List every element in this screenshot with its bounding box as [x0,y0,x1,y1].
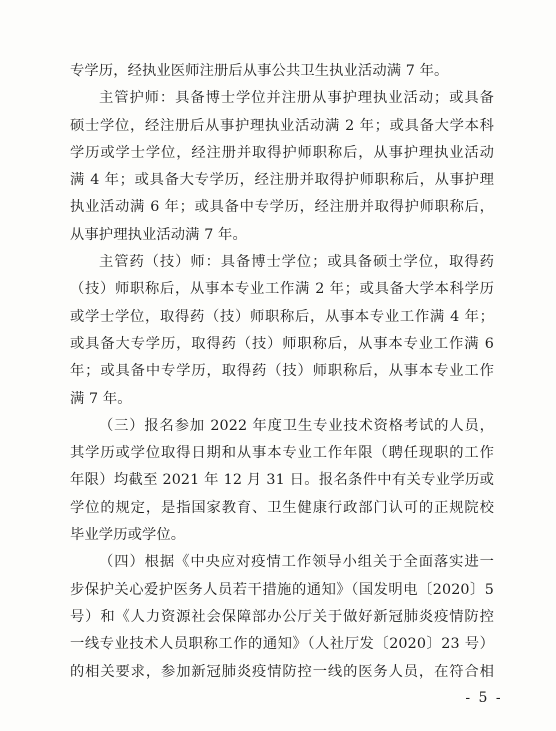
text-line: （四）根据《中央应对疫情工作领导小组关于全面落实进一 [99,554,494,571]
text-line: 主管护师：具备博士学位并注册从事护理执业活动；或具备 [99,90,494,107]
text-line: 专学历，经执业医师注册后从事公共卫生执业活动满 7 年。 [70,63,449,79]
text-line: 或具备大专学历，取得药（技）师职称后，从事本专业工作满 6 [70,335,494,352]
text-line: （三）报名参加 2022 年度卫生专业技术资格考试的人员， [99,417,494,434]
text-line: 其学历或学位取得日期和从事本专业工作年限（聘任现职的工作 [70,445,494,462]
document-body [70,58,494,686]
page-number: - 5 - [465,690,503,706]
text-line: 年；或具备中专学历，取得药（技）师职称后，从事本专业工作 [70,363,494,380]
text-line: 学历或学士学位，经注册并取得护师职称后，从事护理执业活动 [70,144,494,161]
text-line: 学位的规定，是指国家教育、卫生健康行政部门认可的正规院校 [70,499,494,516]
text-line: 毕业学历或学位。 [70,527,186,544]
text-line: 硕士学位，经注册后从事护理执业活动满 2 年；或具备大学本科 [70,117,494,134]
text-line: 号）和《人力资源社会保障部办公厅关于做好新冠肺炎疫情防控 [70,608,494,625]
text-line: 年限）均截至 2021 年 12 月 31 日。报名条件中有关专业学历或 [70,472,494,489]
text-line: 主管药（技）师：具备博士学位；或具备硕士学位，取得药 [99,254,494,271]
text-line: 的相关要求，参加新冠肺炎疫情防控一线的医务人员，在符合相 [70,663,494,680]
text-line: 满 7 年。 [70,390,132,407]
text-line: 满 4 年；或具备大专学历，经注册并取得护师职称后，从事护理 [70,172,494,189]
text-line: （技）师职称后，从事本专业工作满 2 年；或具备大学本科学历 [70,281,494,298]
text-line: 或学士学位，取得药（技）师职称后，从事本专业工作满 4 年； [70,308,494,325]
text-line: 执业活动满 6 年；或具备中专学历，经注册并取得护师职称后， [70,199,494,216]
text-line: 从事护理执业活动满 7 年。 [70,226,247,243]
text-line: 一线专业技术人员职称工作的通知》（人社厅发〔2020〕23 号） [70,636,494,653]
text-line: 步保护关心爱护医务人员若干措施的通知》（国发明电〔2020〕5 [70,581,494,598]
